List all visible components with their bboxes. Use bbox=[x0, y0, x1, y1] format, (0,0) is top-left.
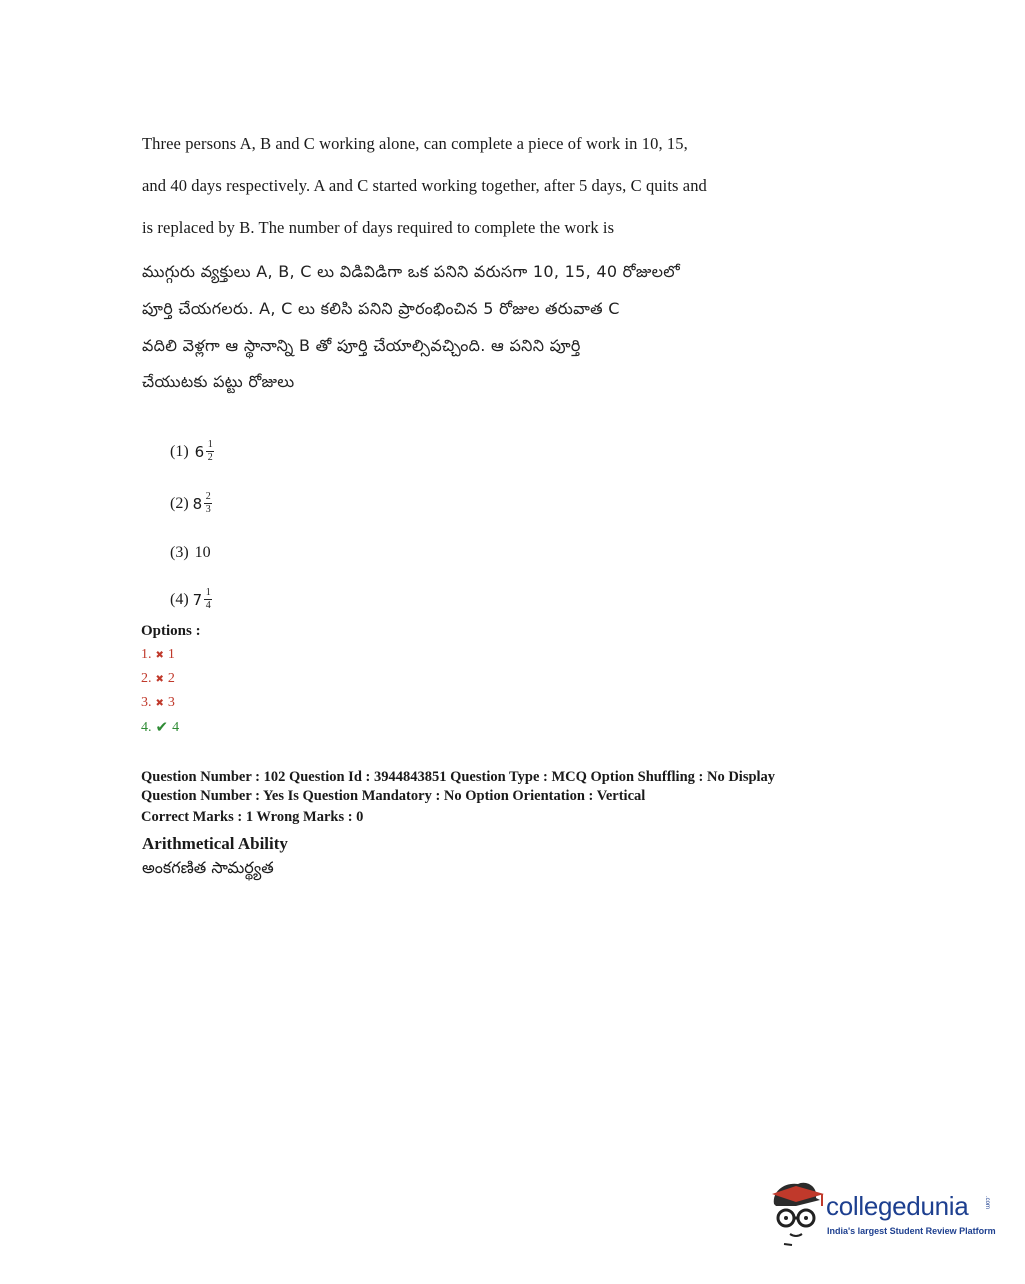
cross-icon: ✖ bbox=[155, 649, 164, 661]
cross-icon: ✖ bbox=[155, 697, 164, 709]
choice-whole: 7 bbox=[192, 590, 203, 609]
question-meta-line-1: Question Number : 102 Question Id : 3944843851 Question Type : MCQ Option Shuffling : No Display bbox=[141, 769, 776, 785]
option-item-3 bbox=[141, 695, 175, 711]
options-heading: Options : bbox=[141, 623, 201, 639]
question-text-te-line-3: వదిలి వెళ్లగా ఆ స్థానాన్ని B తో పూర్తి చేయాల్సివచ్చింది. ఆ పనిని పూర్తి bbox=[142, 336, 581, 355]
cross-icon: ✖ bbox=[155, 673, 164, 685]
question-text-te-line-4: చేయుటకు పట్టు రోజులు bbox=[142, 372, 295, 391]
option-number: 1. bbox=[141, 647, 152, 662]
check-icon: ✔ bbox=[155, 720, 169, 736]
option-item-2 bbox=[141, 671, 175, 687]
option-value: 2 bbox=[167, 671, 175, 686]
question-text-te-line-1: ముగ్గురు వ్యక్తులు A, B, C లు విడివిడిగా ఒక పనిని వరుసగా 10, 15, 40 రోజులలో bbox=[142, 262, 681, 281]
choice-label: (4) bbox=[170, 590, 189, 608]
choice-3 bbox=[170, 544, 211, 562]
question-text-te-line-2: పూర్తి చేయగలరు. A, C లు కలిసి పనిని ప్రారంభించిన 5 రోజుల తరువాత C bbox=[142, 299, 620, 318]
choice-whole: 10 bbox=[194, 544, 211, 561]
option-value: 1 bbox=[167, 647, 175, 662]
choice-fraction: $\frac{1}{4}$ bbox=[205, 587, 211, 611]
section-title-te: అంకగణిత సామర్థ్యత bbox=[142, 858, 274, 877]
option-number: 4. bbox=[141, 719, 152, 735]
choice-label: (3) bbox=[170, 544, 189, 561]
choice-label: (1) bbox=[170, 442, 189, 460]
option-value: 3 bbox=[167, 695, 175, 710]
section-title-en: Arithmetical Ability bbox=[142, 834, 288, 853]
choice-4 bbox=[170, 588, 212, 611]
question-marks: Correct Marks : 1 Wrong Marks : 0 bbox=[141, 809, 364, 825]
choice-label: (2) bbox=[170, 494, 189, 512]
question-text-en-line-1: Three persons A, B and C working alone, can complete a piece of work in 10, 15, bbox=[142, 134, 688, 153]
choice-fraction: $\frac{2}{3}$ bbox=[205, 491, 211, 515]
brand-suffix: .com bbox=[984, 1196, 990, 1210]
choice-2 bbox=[170, 492, 212, 515]
brand-name: collegedunia bbox=[826, 1191, 969, 1221]
choice-whole: 8 bbox=[192, 494, 203, 513]
brand-tagline: India's largest Student Review Platform bbox=[827, 1226, 996, 1236]
question-meta-line-2: Question Number : Yes Is Question Mandatory : No Option Orientation : Vertical bbox=[141, 788, 646, 804]
option-number: 3. bbox=[141, 695, 152, 710]
choice-whole: 6 bbox=[194, 442, 205, 461]
choice-fraction: $\frac{1}{2}$ bbox=[207, 439, 213, 463]
collegedunia-mascot-icon bbox=[766, 1176, 826, 1246]
question-text-en-line-3: is replaced by B. The number of days required to complete the work is bbox=[142, 218, 615, 237]
question-text-en-line-2: and 40 days respectively. A and C started working together, after 5 days, C quits and bbox=[142, 176, 707, 195]
option-item-1 bbox=[141, 647, 175, 663]
option-value: 4 bbox=[172, 719, 180, 735]
option-number: 2. bbox=[141, 671, 152, 686]
option-item-4 bbox=[141, 718, 179, 737]
choice-1 bbox=[170, 440, 214, 463]
